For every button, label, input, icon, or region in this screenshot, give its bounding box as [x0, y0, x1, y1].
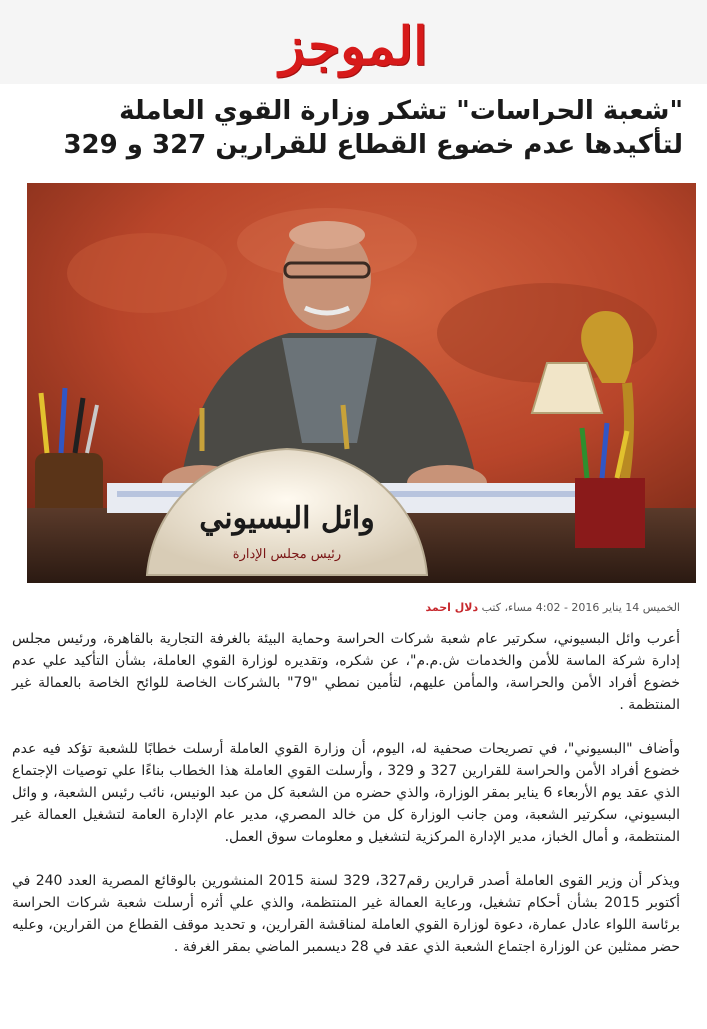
logo-area[interactable]	[0, 10, 707, 84]
site-logo[interactable]: الموجز	[279, 16, 428, 77]
author-link[interactable]: دلال احمد	[425, 601, 479, 614]
article-photo	[27, 183, 696, 583]
paragraph-2: وأضاف "البسيوني"، في تصريحات صحفية له، اليوم، أن وزارة القوي العاملة أرسلت خطابًا للشعبة تؤكد فيه عدم خضوع أفراد الأمن والحراسة للقرارين 327 و 329 ، وأرسلت القوي العاملة هذا الخطاب بناءًا علي توصيات الإجتماع الذي عقد يوم الأربعاء 6 يناير بمقر الوزارة، والذي حضره من الشعبة كل من عبد الونيس، نائب رئيس الشعبة، و وائل البسيوني، سكرتير الشعبة، ومن جانب الوزارة كل من خالد المصري، مدير عام الإدارة العامة لتشغيل العمالة غير المنتظمة، و أمال الخباز، مدير الإدارة المركزية لتشغيل و معلومات سوق العمل.	[12, 741, 680, 845]
paragraph-1: أعرب وائل البسيوني، سكرتير عام شعبة شركات الحراسة وحماية البيئة بالغرفة التجارية بالقاهرة، ورئيس مجلس إدارة شركة الماسة للأمن والخدمات ش.م.م"، عن شكره، وتقديره لوزارة القوي العاملة، بشأن التأكيد علي عدم خضوع أفراد الأمن والحراسة، والمأمن عليهم، لتأمين نمطي "79" بالشركات الخاصة للوائح الخاصة بالعمالة غير المنتظمة .	[12, 631, 680, 713]
byline-label: كتب	[481, 601, 501, 614]
article-meta: الخميس 14 يناير 2016 - 4:02 مساء، كتب دلال احمد	[425, 601, 680, 614]
nameplate-name: وائل البسيوني	[199, 501, 375, 536]
photo-illustration	[27, 183, 696, 583]
nameplate-title: رئيس مجلس الإدارة	[232, 547, 342, 562]
article-body	[12, 628, 680, 980]
article-date: الخميس 14 يناير 2016 - 4:02 مساء	[508, 601, 680, 614]
paragraph-3: ويذكر أن وزير القوى العاملة أصدر قرارين رقم327، 329 لسنة 2015 المنشورين بالوقائع المصرية العدد 240 في أكتوبر 2015 بشأن أحكام تشغيل، ورعاية العمالة غير المنتظمة، والذي علي أثره أرسلت شعبة شركات الحراسة برئاسة اللواء عادل عمارة، دعوة لوزارة القوي العاملة لمناقشة القرارين، و تحديد موقف القطاع من القرارين، وعليه حضر ممثلين عن الوزارة اجتماع الشعبة الذي عقد في 28 ديسمبر الماضي بمقر الغرفة .	[12, 873, 680, 955]
site-header	[0, 0, 707, 84]
article-headline: "شعبة الحراسات" تشكر وزارة القوي العاملة لتأكيدها عدم خضوع القطاع للقرارين 327 و 329	[63, 96, 683, 160]
